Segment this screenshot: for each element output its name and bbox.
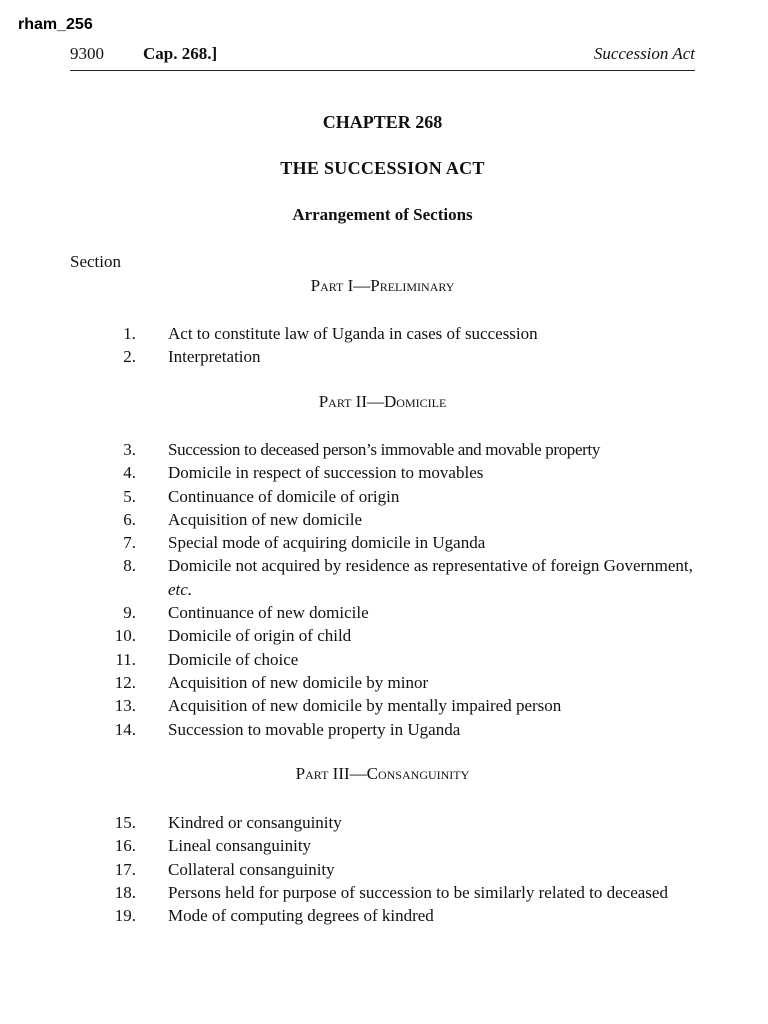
section-number: 2. xyxy=(123,347,136,367)
section-number: 11. xyxy=(115,649,136,669)
section-number: 12. xyxy=(114,672,136,692)
section-number: 5. xyxy=(123,486,136,506)
section-number: 16. xyxy=(114,836,136,856)
section-list xyxy=(0,811,768,927)
page-number: 9300 xyxy=(70,44,104,63)
section-number: 19. xyxy=(114,906,136,926)
running-act-title: Succession Act xyxy=(593,44,695,63)
toc-row xyxy=(0,648,768,671)
section-title: Succession to movable property in Uganda xyxy=(168,719,461,739)
section-title: Domicile of choice xyxy=(168,649,299,669)
section-title: Acquisition of new domicile xyxy=(168,509,363,529)
section-title: Continuance of new domicile xyxy=(168,603,369,623)
toc-row xyxy=(0,858,768,881)
toc-row xyxy=(0,694,768,717)
section-title-italic: etc. xyxy=(168,579,193,599)
section-title-wrapper xyxy=(168,554,698,601)
section-column-label: Section xyxy=(70,252,121,271)
file-label: rham_256 xyxy=(18,16,93,33)
toc-row xyxy=(0,554,768,601)
part-heading: Part III—Consanguinity xyxy=(295,764,470,783)
section-title: Special mode of acquiring domicile in Uganda xyxy=(168,533,486,553)
section-title: Domicile of origin of child xyxy=(168,626,352,646)
section-title: Act to constitute law of Uganda in cases of succession xyxy=(168,324,538,343)
section-title: Collateral consanguinity xyxy=(168,859,335,879)
section-number: 9. xyxy=(123,603,136,623)
toc-row xyxy=(0,904,768,927)
section-list xyxy=(0,322,768,369)
section-number: 7. xyxy=(123,533,136,553)
toc-row xyxy=(0,461,768,484)
section-number: 15. xyxy=(114,813,136,832)
section-title: Kindred or consanguinity xyxy=(168,813,342,832)
toc-row xyxy=(0,508,768,531)
section-title: Acquisition of new domicile by mentally impaired person xyxy=(168,696,562,716)
toc-row xyxy=(0,834,768,857)
toc-row xyxy=(0,531,768,554)
act-title: THE SUCCESSION ACT xyxy=(280,158,485,178)
chapter-heading: CHAPTER 268 xyxy=(322,112,443,132)
running-head xyxy=(70,44,695,71)
section-title: Domicile in respect of succession to movables xyxy=(168,463,484,483)
toc-row xyxy=(0,601,768,624)
toc-row xyxy=(0,671,768,694)
section-number: 10. xyxy=(114,626,136,646)
section-title: Mode of computing degrees of kindred xyxy=(168,906,434,926)
toc-row xyxy=(0,718,768,741)
toc-row xyxy=(0,438,768,461)
section-title: Domicile not acquired by residence as representative of foreign Government, xyxy=(168,556,693,576)
toc-row xyxy=(0,881,768,904)
arrangement-heading: Arrangement of Sections xyxy=(292,205,473,224)
section-number: 17. xyxy=(114,859,136,879)
section-title: Acquisition of new domicile by minor xyxy=(168,672,429,692)
section-number: 3. xyxy=(123,440,136,459)
section-title: Lineal consanguinity xyxy=(168,836,312,856)
section-list xyxy=(0,438,768,741)
section-title: Persons held for purpose of succession to be similarly related to deceased xyxy=(168,882,668,902)
section-number: 4. xyxy=(123,463,136,483)
section-number: 14. xyxy=(114,719,136,739)
section-number: 6. xyxy=(123,509,136,529)
section-number: 13. xyxy=(114,696,136,716)
section-title: Continuance of domicile of origin xyxy=(168,486,400,506)
toc-row xyxy=(0,624,768,647)
toc-row xyxy=(0,485,768,508)
section-number: 18. xyxy=(114,882,136,902)
chapter-cap-reference: Cap. 268.] xyxy=(143,44,218,63)
section-title: Interpretation xyxy=(168,347,261,367)
toc-row xyxy=(0,322,768,345)
part-heading: Part II—Domicile xyxy=(318,392,447,411)
toc-row xyxy=(0,811,768,834)
section-title: Succession to deceased person’s immovable and movable property xyxy=(168,440,600,459)
section-number: 1. xyxy=(123,324,136,343)
toc-row xyxy=(0,345,768,368)
part-heading: Part I—Preliminary xyxy=(310,276,455,295)
section-number: 8. xyxy=(123,556,136,576)
